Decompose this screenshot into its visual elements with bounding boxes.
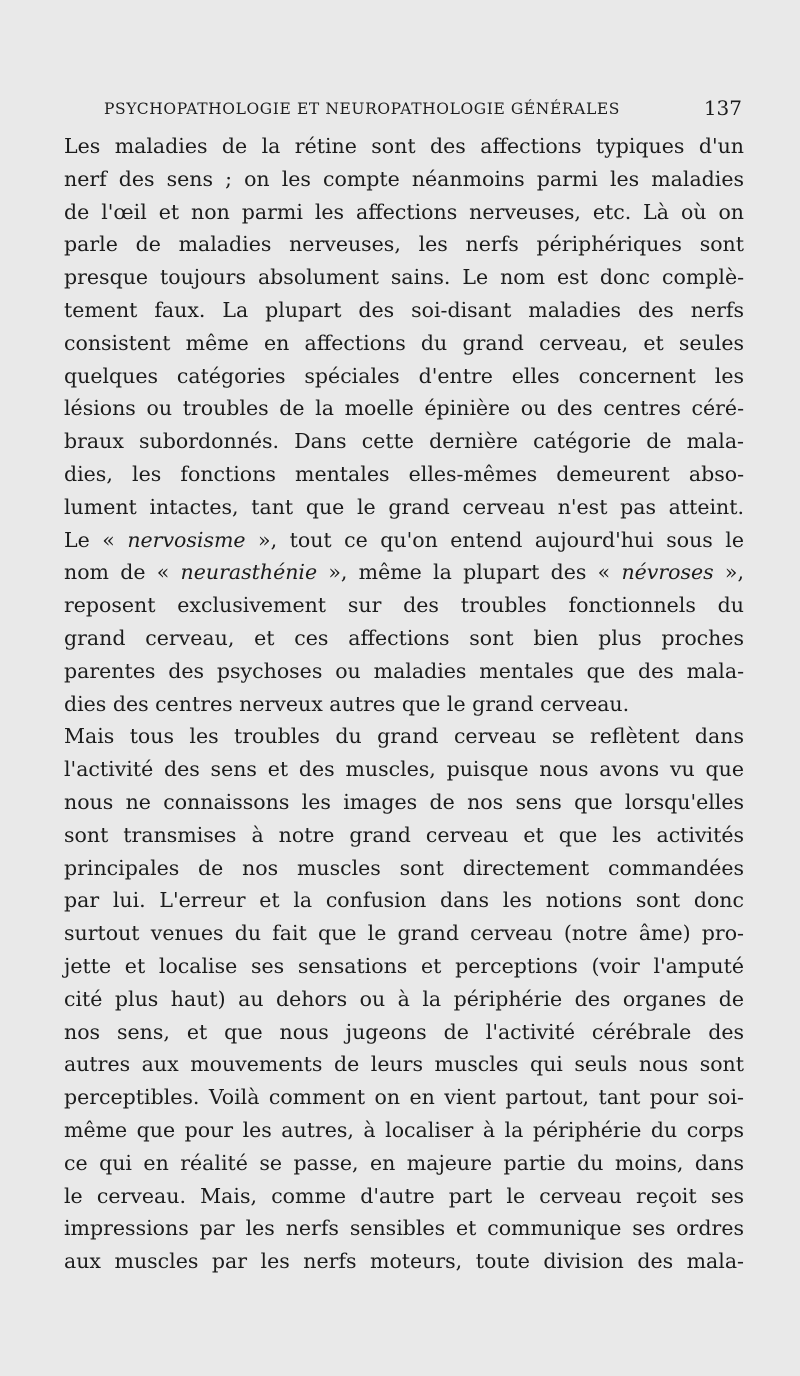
italic-term-nevroses: névroses <box>621 560 714 585</box>
text-fragment: », même la plupart des « <box>317 560 622 585</box>
text-line: nos sens, et que nous jugeons de l'activité cérébrale des <box>64 1019 744 1044</box>
text-line: principales de nos muscles sont directement commandées <box>64 855 744 880</box>
text-line: aux muscles par les nerfs moteurs, toute division des mala- <box>64 1249 744 1274</box>
text-line: ce qui en réalité se passe, en majeure partie du moins, dans <box>64 1150 744 1175</box>
text-line: l'activité des sens et des muscles, puisque nous avons vu que <box>64 757 744 782</box>
text-line <box>64 556 744 589</box>
text-fragment: Le « <box>64 527 128 552</box>
page-number: 137 <box>703 96 742 120</box>
text-line: reposent exclusivement sur des troubles fonctionnels du <box>64 593 744 618</box>
text-line: quelques catégories spéciales d'entre elles concernent les <box>64 363 744 388</box>
text-line: autres aux mouvements de leurs muscles qui seuls nous sont <box>64 1052 744 1077</box>
text-line: surtout venues du fait que le grand cerveau (notre âme) pro- <box>64 921 744 946</box>
text-line: même que pour les autres, à localiser à la périphérie du corps <box>64 1117 744 1142</box>
text-line: impressions par les nerfs sensibles et communique ses ordres <box>64 1216 744 1241</box>
text-line <box>64 524 744 557</box>
text-line: nous ne connaissons les images de nos sens que lorsqu'elles <box>64 789 744 814</box>
body-text <box>64 130 744 1278</box>
text-line: par lui. L'erreur et la confusion dans les notions sont donc <box>64 888 744 913</box>
text-line: tement faux. La plupart des soi-disant maladies des nerfs <box>64 297 744 322</box>
text-line: dies, les fonctions mentales elles-mêmes demeurent abso- <box>64 461 744 486</box>
text-line: consistent même en affections du grand cerveau, et seules <box>64 330 744 355</box>
page-header <box>104 96 742 124</box>
text-line: sont transmises à notre grand cerveau et que les activités <box>64 822 744 847</box>
text-line: perceptibles. Voilà comment on en vient partout, tant pour soi- <box>64 1085 744 1110</box>
text-line: grand cerveau, et ces affections sont bien plus proches <box>64 625 744 650</box>
text-line-paragraph-end: dies des centres nerveux autres que le grand cerveau. <box>64 691 630 716</box>
text-line: le cerveau. Mais, comme d'autre part le cerveau reçoit ses <box>64 1183 744 1208</box>
text-line: presque toujours absolument sains. Le nom est donc complè- <box>64 265 744 290</box>
text-line: jette et localise ses sensations et perceptions (voir l'amputé <box>64 953 744 978</box>
text-fragment: nom de « <box>64 560 181 585</box>
italic-term-nervosisme: nervosisme <box>127 527 246 552</box>
text-line: cité plus haut) au dehors ou à la périphérie des organes de <box>64 986 744 1011</box>
text-line-paragraph-start: Mais tous les troubles du grand cerveau se reflètent dans <box>64 724 744 749</box>
text-fragment: », <box>713 560 744 585</box>
text-line: parle de maladies nerveuses, les nerfs périphériques sont <box>64 232 744 257</box>
running-title: PSYCHOPATHOLOGIE ET NEUROPATHOLOGIE GÉNÉRALES <box>104 100 620 118</box>
text-fragment: », tout ce qu'on entend aujourd'hui sous le <box>245 527 744 552</box>
text-line: lument intactes, tant que le grand cerveau n'est pas atteint. <box>64 494 744 519</box>
text-line: Les maladies de la rétine sont des affections typiques d'un <box>64 134 744 158</box>
text-line: lésions ou troubles de la moelle épinière ou des centres céré- <box>64 396 744 421</box>
text-line: de l'œil et non parmi les affections nerveuses, etc. Là où on <box>64 199 744 224</box>
text-line: braux subordonnés. Dans cette dernière catégorie de mala- <box>64 429 744 454</box>
text-line: nerf des sens ; on les compte néanmoins parmi les maladies <box>64 166 744 191</box>
italic-term-neurasthenie: neurasthénie <box>180 560 318 585</box>
text-line: parentes des psychoses ou maladies mentales que des mala- <box>64 658 744 683</box>
